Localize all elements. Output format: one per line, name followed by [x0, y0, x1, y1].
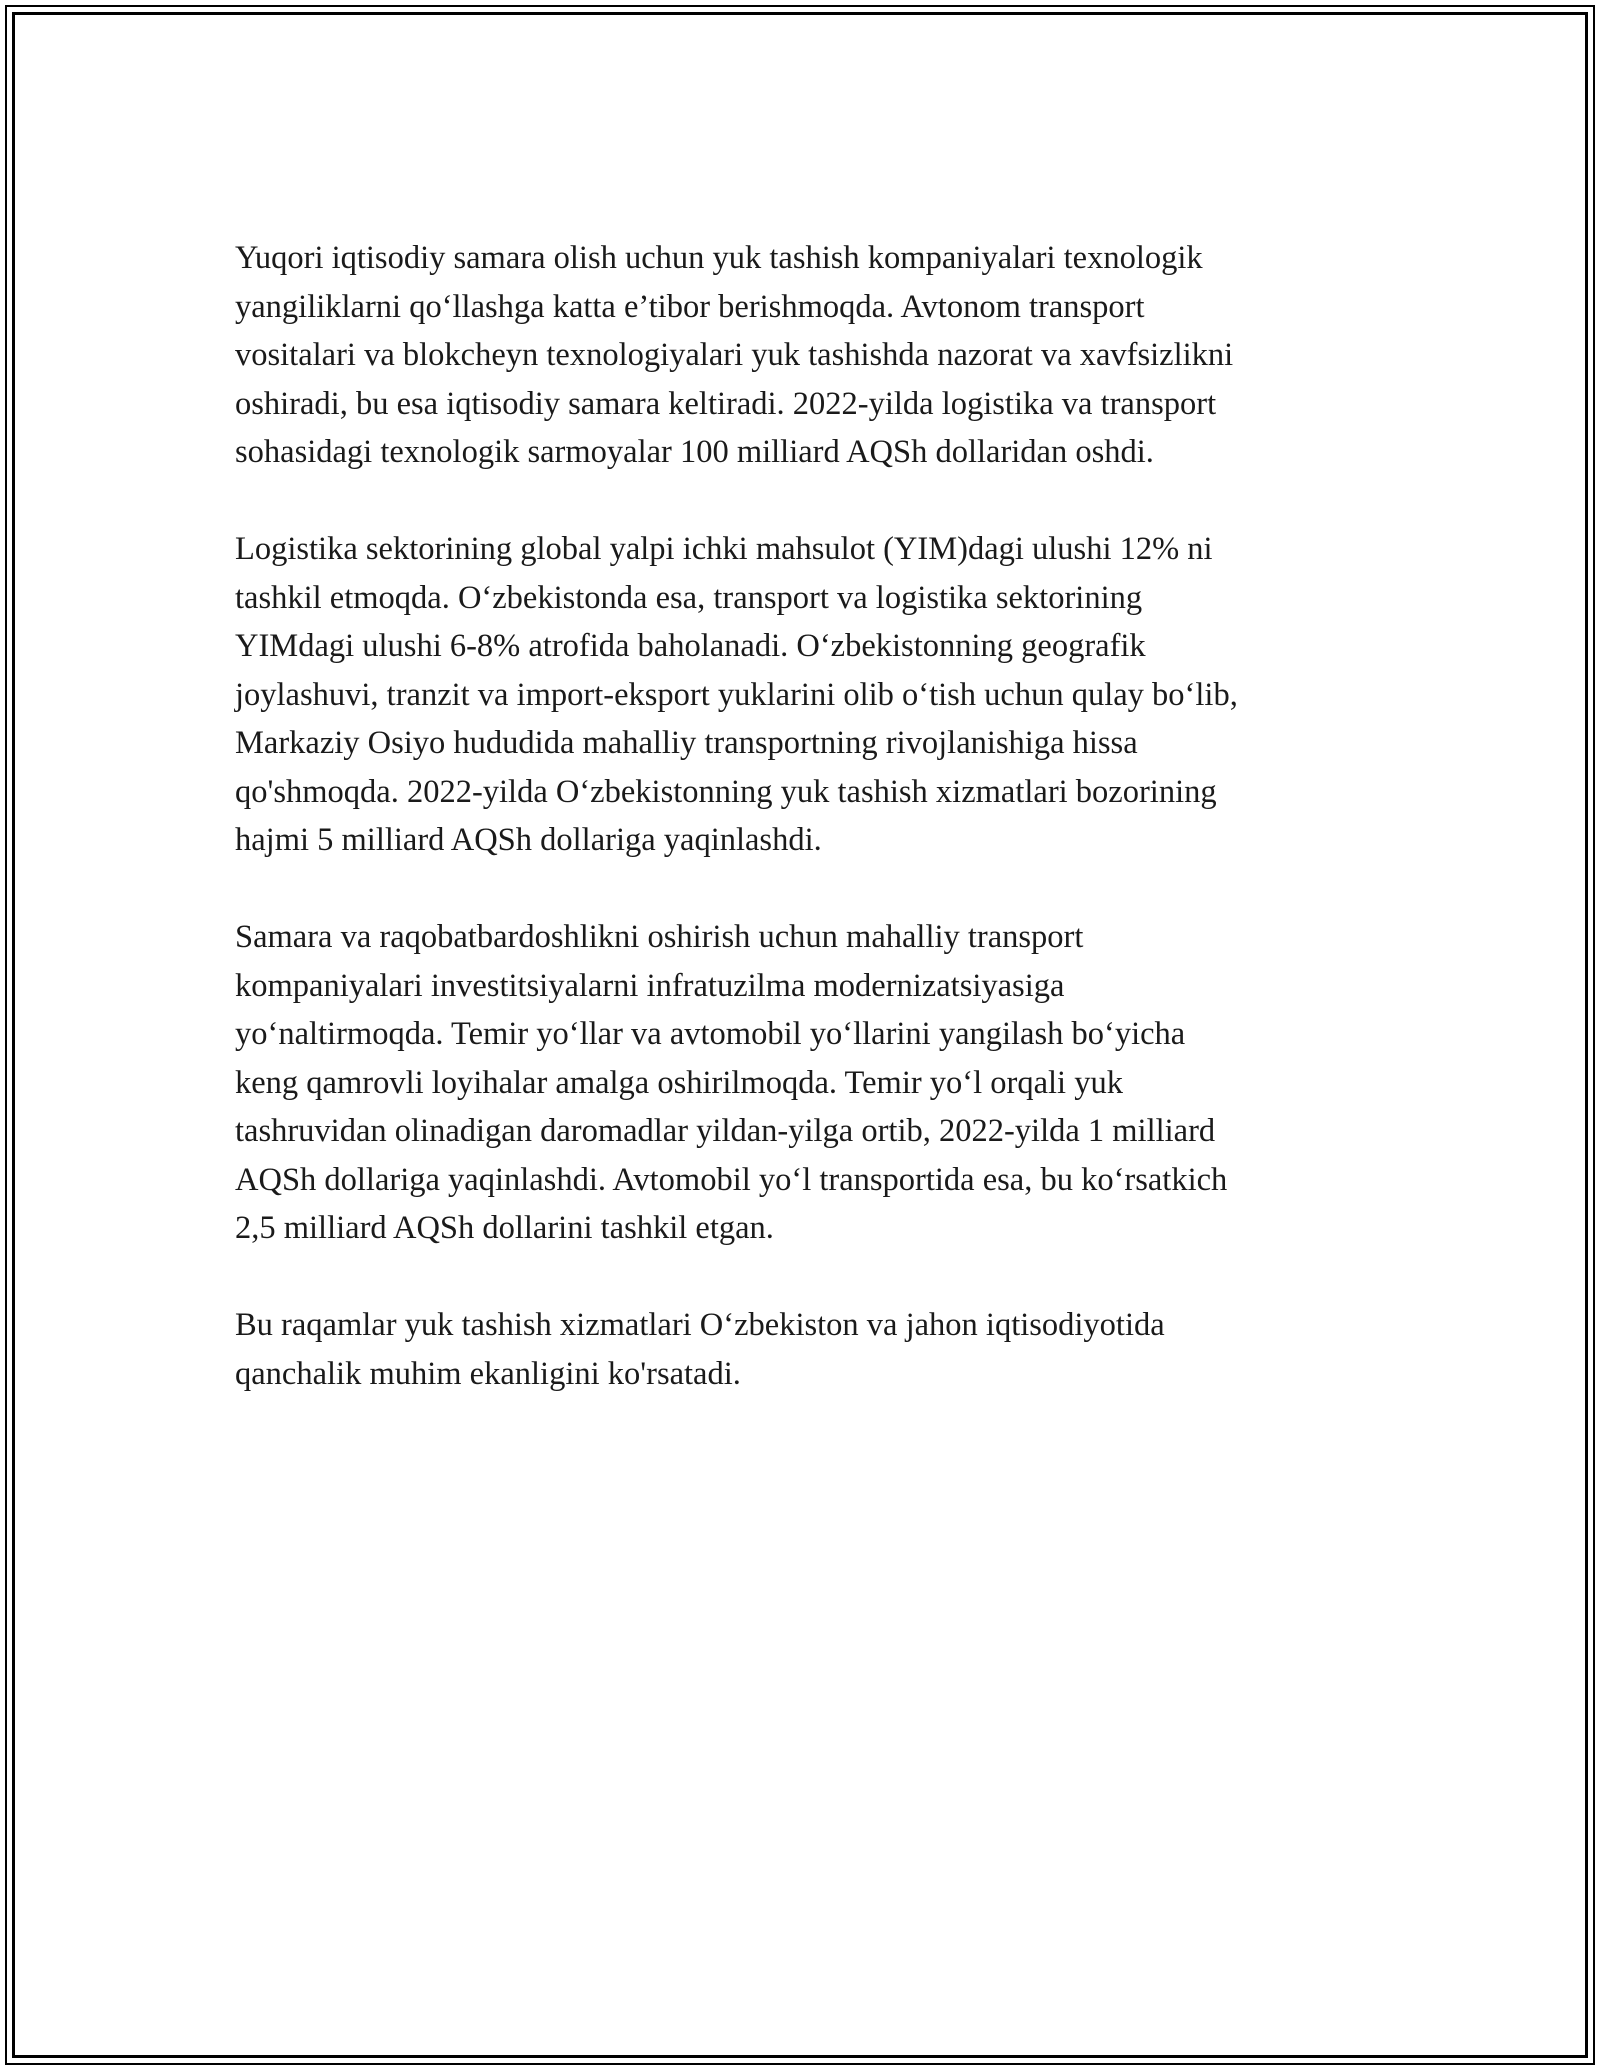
- text-line: yangiliklarni qo‘llashga katta e’tibor berishmoqda. Avtonom transport: [235, 288, 1145, 325]
- text-line: tashruvidan olinadigan daromadlar yildan-yilga ortib, 2022-yilda 1 milliard: [235, 1113, 1216, 1149]
- text-line: YIMdagi ulushi 6-8% atrofida baholanadi. O‘zbekistonning geografik: [235, 628, 1146, 664]
- text-line: keng qamrovli loyihalar amalga oshirilmoqda. Temir yo‘l orqali yuk: [235, 1064, 1123, 1101]
- text-line: vositalari va blokcheyn texnologiyalari yuk tashishda nazorat va xavfsizlikni: [235, 337, 1234, 373]
- text-line: Logistika sektorining global yalpi ichki mahsulot (YIM)dagi ulushi 12% ni: [235, 531, 1213, 567]
- text-line: tashkil etmoqda. O‘zbekistonda esa, transport va logistika sektorining: [235, 579, 1143, 616]
- paragraph-1: [235, 234, 1370, 477]
- text-line: kompaniyalari investitsiyalarni infratuzilma modernizatsiyasiga: [235, 967, 1065, 1004]
- text-line: joylashuvi, tranzit va import-eksport yuklarini olib o‘tish uchun qulay bo‘lib,: [235, 676, 1238, 713]
- text-line: hajmi 5 milliard AQSh dollariga yaqinlashdi.: [235, 822, 822, 858]
- text-line: Bu raqamlar yuk tashish xizmatlari O‘zbekiston va jahon iqtisodiyotida: [235, 1307, 1165, 1343]
- text-line: Yuqori iqtisodiy samara olish uchun yuk tashish kompaniyalari texnologik: [235, 240, 1203, 276]
- text-line: yo‘naltirmoqda. Temir yo‘llar va avtomobil yo‘llarini yangilash bo‘yicha: [235, 1016, 1186, 1052]
- text-line: qo'shmoqda. 2022-yilda O‘zbekistonning yuk tashish xizmatlari bozorining: [235, 773, 1217, 810]
- text-line: sohasidagi texnologik sarmoyalar 100 milliard AQSh dollaridan oshdi.: [235, 434, 1154, 470]
- document-body: [235, 234, 1370, 1447]
- paragraph-3: [235, 913, 1370, 1253]
- text-line: oshiradi, bu esa iqtisodiy samara keltiradi. 2022-yilda logistika va transport: [235, 385, 1217, 422]
- paragraph-4: [235, 1301, 1370, 1398]
- paragraph-2: [235, 525, 1370, 865]
- text-line: Markaziy Osiyo hududida mahalliy transportning rivojlanishiga hissa: [235, 725, 1138, 761]
- text-line: qanchalik muhim ekanligini ko'rsatadi.: [235, 1355, 741, 1392]
- text-line: Samara va raqobatbardoshlikni oshirish uchun mahalliy transport: [235, 919, 1084, 955]
- text-line: 2,5 milliard AQSh dollarini tashkil etgan.: [235, 1210, 774, 1246]
- text-line: AQSh dollariga yaqinlashdi. Avtomobil yo‘l transportida esa, bu ko‘rsatkich: [235, 1161, 1228, 1198]
